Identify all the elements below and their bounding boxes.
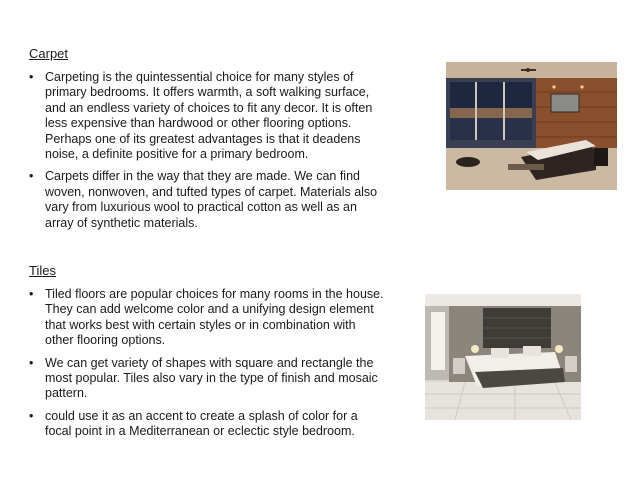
tiles-bullet-list — [29, 287, 384, 447]
carpeted-bedroom-photo — [446, 62, 617, 190]
tiled-bedroom-photo — [425, 294, 581, 420]
carpet-bullet: • Carpeting is the quintessential choice for many styles of primary bedrooms. It offers warmth, a soft walking surface, and an endless variety of choices to fit any decor. It is often less expensive than hardwood or other flooring options. Perhaps one of its greatest advantages is that it deadens noise, a definite positive for a primary bedroom. — [29, 70, 384, 162]
tiles-heading: Tiles — [29, 263, 56, 278]
tiles-bullet: • We can get variety of shapes with square and rectangle the most popular. Tiles also vary in the type of finish and mosaic pattern. — [29, 356, 384, 402]
carpet-bullet: • Carpets differ in the way that they are made. We can find woven, nonwoven, and tufted types of carpet. Materials also vary from luxurious wool to practical cotton as well as an array of synthetic materials. — [29, 169, 384, 231]
tiles-bullet: • Tiled floors are popular choices for many rooms in the house. They can add welcome color and a unifying design element that works best with certain styles or in combination with other flooring options. — [29, 287, 384, 349]
carpet-bullet-list — [29, 70, 384, 238]
tiles-bullet: • could use it as an accent to create a splash of color for a focal point in a Mediterranean or eclectic style bedroom. — [29, 409, 384, 440]
carpet-heading: Carpet — [29, 46, 69, 61]
